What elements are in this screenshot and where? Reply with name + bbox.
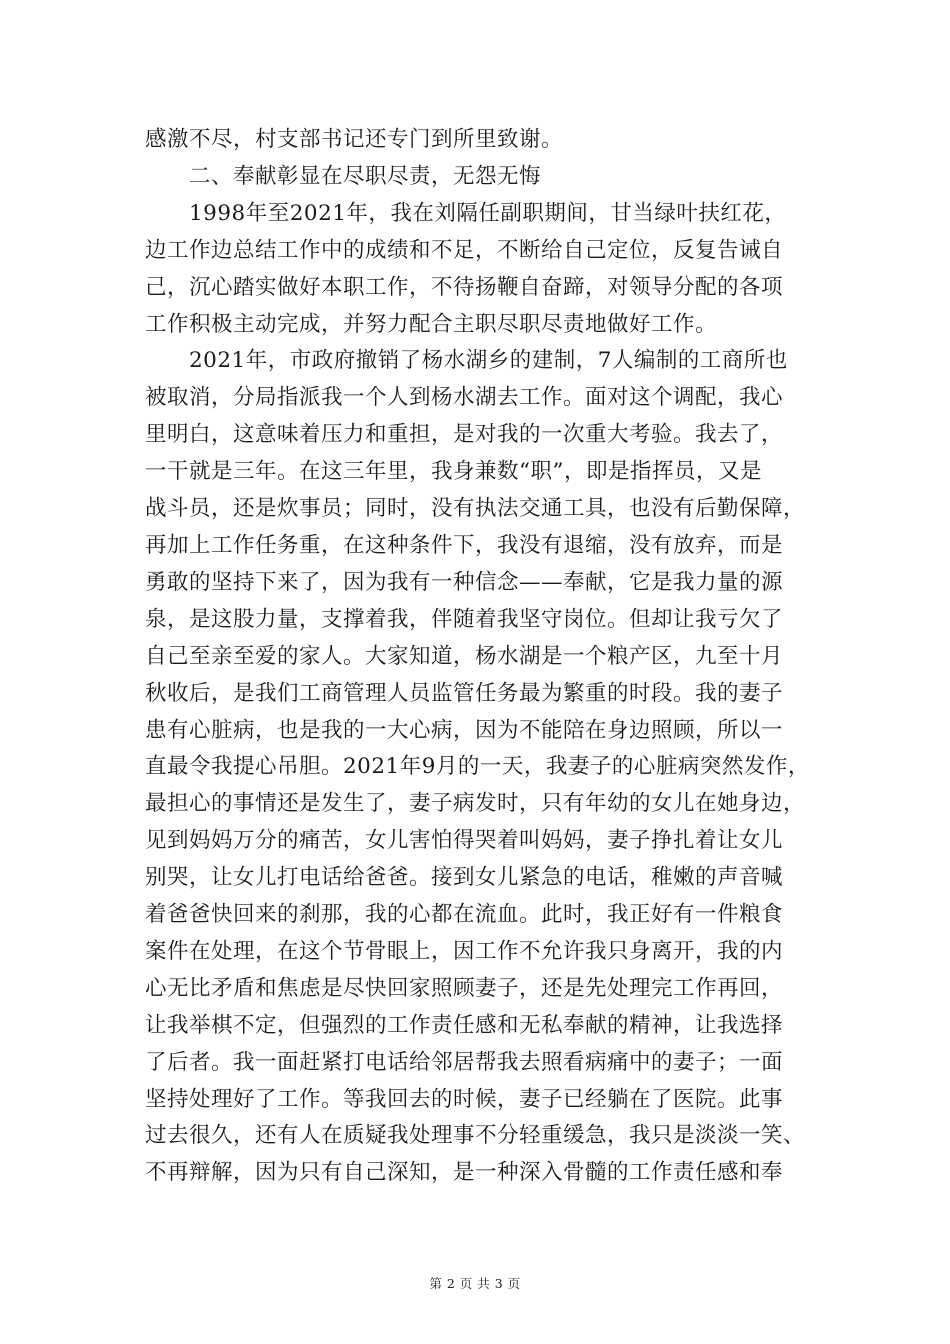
text-line: 再加上工作任务重，在这种条件下，我没有退缩，没有放弃，而是 [145, 532, 784, 558]
text-line: 过去很久，还有人在质疑我处理事不分轻重缓急，我只是淡淡一笑、 [145, 1123, 806, 1149]
text-line: 被取消，分局指派我一个人到杨水湖去工作。面对这个调配，我心 [145, 385, 784, 411]
text-line: 战斗员，还是炊事员；同时，没有执法交通工具，也没有后勤保障， [145, 496, 806, 522]
text-line: 不再辩解，因为只有自己深知，是一种深入骨髓的工作责任感和奉 [145, 1160, 784, 1186]
text-line: 边工作边总结工作中的成绩和不足，不断给自己定位，反复告诫自 [145, 237, 784, 263]
text-line: 勇敢的坚持下来了，因为我有一种信念——奉献，它是我力量的源 [145, 569, 784, 595]
text-line: 秋收后，是我们工商管理人员监管任务最为繁重的时段。我的妻子 [145, 680, 784, 706]
text-line: 让我举棋不定，但强烈的工作责任感和无私奉献的精神，让我选择 [145, 1012, 784, 1038]
text-line: 自己至亲至爱的家人。大家知道，杨水湖是一个粮产区，九至十月 [145, 643, 784, 669]
page-footer: 第 2 页 共 3 页 [429, 1276, 521, 1291]
text-line: 1998年至2021年，我在刘隔任副职期间，甘当绿叶扶红花， [145, 200, 787, 226]
text-line: 2021年，市政府撤销了杨水湖乡的建制，7人编制的工商所也 [145, 348, 788, 374]
text-line: 一干就是三年。在这三年里，我身兼数“职”，即是指挥员，又是 [145, 459, 762, 485]
text-line: 患有心脏病，也是我的一大心病，因为不能陪在身边照顾，所以一 [145, 717, 784, 743]
text-line: 坚持处理好了工作。等我回去的时候，妻子已经躺在了医院。此事 [145, 1086, 784, 1112]
text-line: 了后者。我一面赶紧打电话给邻居帮我去照看病痛中的妻子；一面 [145, 1049, 784, 1075]
text-line: 着爸爸快回来的刹那，我的心都在流血。此时，我正好有一件粮食 [145, 902, 784, 928]
text-line: 工作积极主动完成，并努力配合主职尽职尽责地做好工作。 [145, 311, 718, 337]
text-line: 别哭，让女儿打电话给爸爸。接到女儿紧急的电话，稚嫩的声音喊 [145, 865, 784, 891]
text-line: 泉，是这股力量，支撑着我，伴随着我坚守岗位。但却让我亏欠了 [145, 606, 784, 632]
text-line: 心无比矛盾和焦虑是尽快回家照顾妻子，还是先处理完工作再回， [145, 975, 784, 1001]
text-line: 直最令我提心吊胆。2021年9月的一天，我妻子的心脏病突然发作， [145, 754, 810, 780]
text-line: 案件在处理，在这个节骨眼上，因工作不允许我只身离开，我的内 [145, 938, 784, 964]
text-line: 见到妈妈万分的痛苦，女儿害怕得哭着叫妈妈，妻子挣扎着让女儿 [145, 828, 784, 854]
text-line: 二、奉献彰显在尽职尽责，无怨无悔 [145, 163, 542, 189]
text-line: 最担心的事情还是发生了，妻子病发时，只有年幼的女儿在她身边， [145, 791, 806, 817]
text-line: 感激不尽，村支部书记还专门到所里致谢。 [145, 127, 564, 152]
text-line: 里明白，这意味着压力和重担，是对我的一次重大考验。我去了， [145, 422, 784, 448]
document-body [145, 122, 810, 1192]
text-line: 己，沉心踏实做好本职工作，不待扬鞭自奋蹄，对领导分配的各项 [145, 274, 784, 300]
